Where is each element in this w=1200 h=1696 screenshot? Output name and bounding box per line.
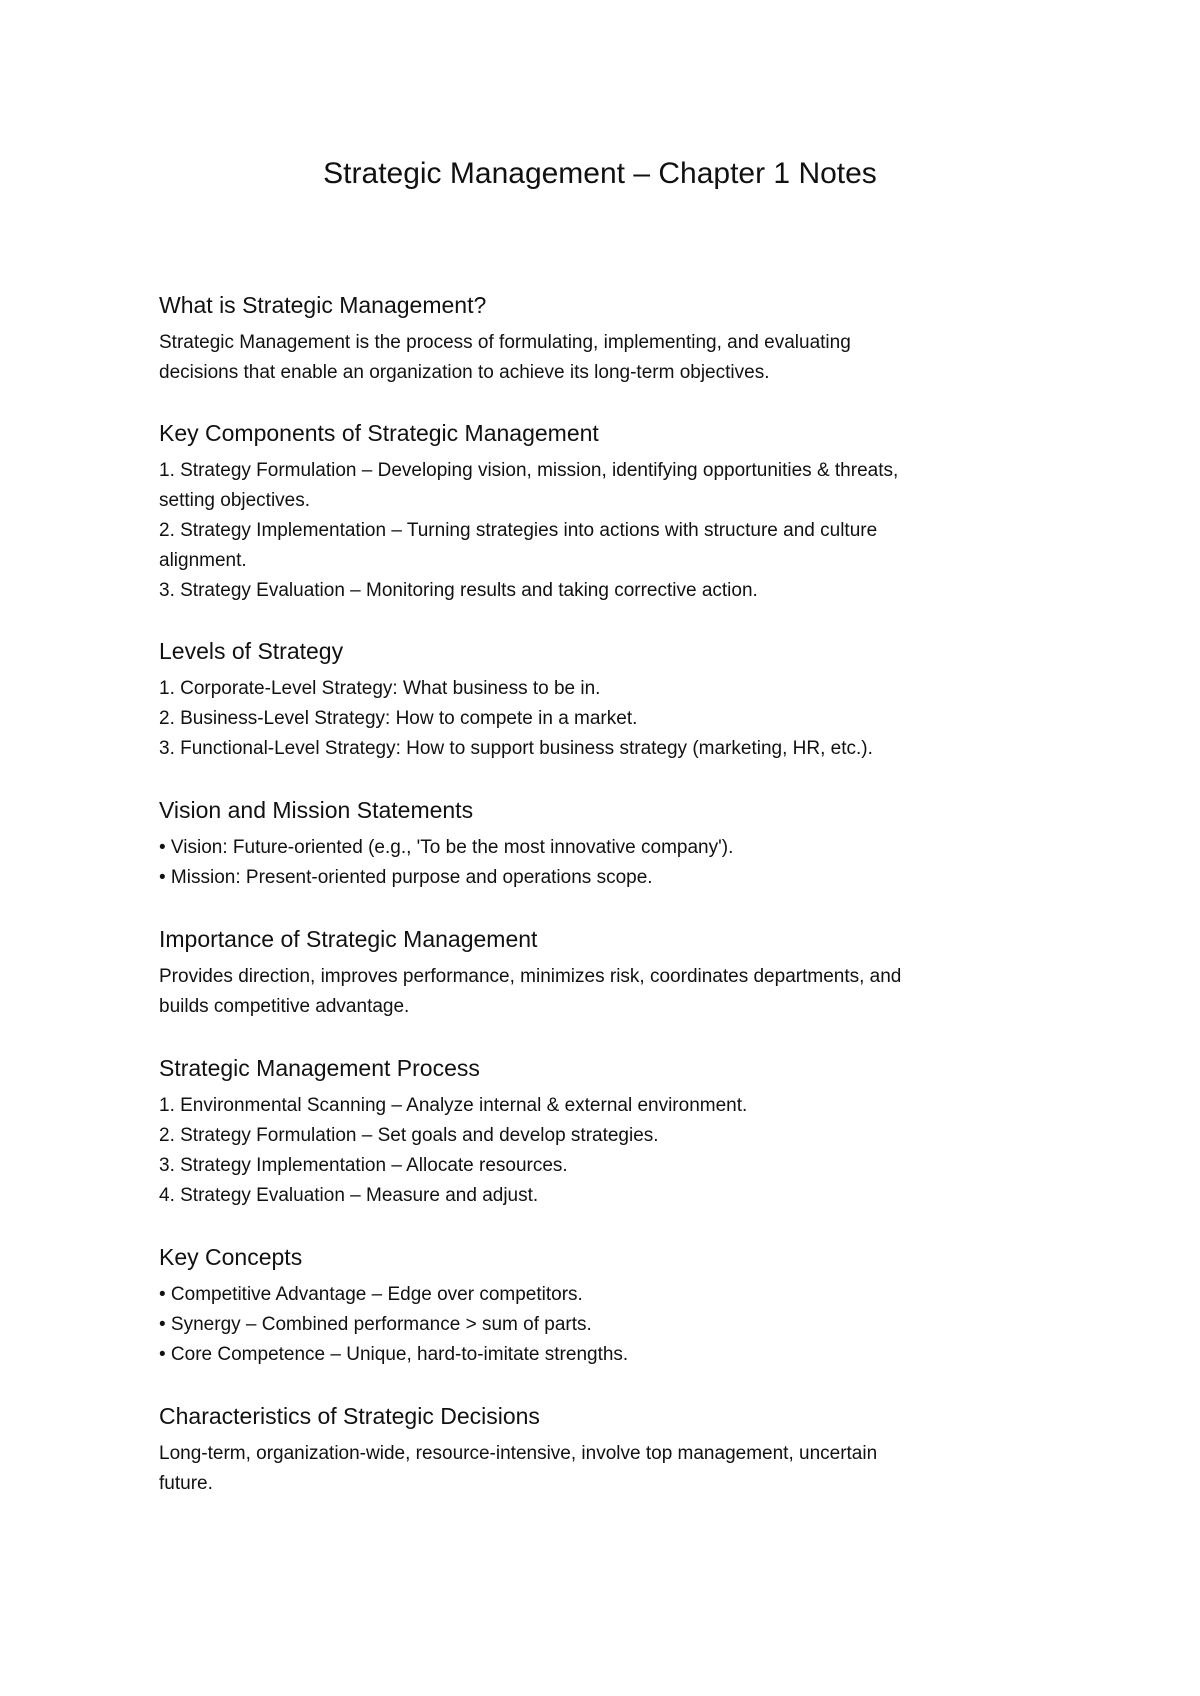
section-heading: Vision and Mission Statements xyxy=(159,797,474,823)
list-item-line: 1. Strategy Formulation – Developing vision, mission, identifying opportunities & threats, xyxy=(159,460,899,481)
section-heading: Characteristics of Strategic Decisions xyxy=(159,1403,540,1429)
section-what-is-strategic-management xyxy=(159,290,1059,388)
paragraph-line: Strategic Management is the process of formulating, implementing, and evaluating xyxy=(159,332,851,353)
section-levels-of-strategy xyxy=(159,636,1059,764)
bullet-item: • Core Competence – Unique, hard-to-imitate strengths. xyxy=(159,1344,629,1365)
section-importance xyxy=(159,924,1059,1022)
section-heading: Key Components of Strategic Management xyxy=(159,420,599,446)
section-heading: Levels of Strategy xyxy=(159,638,344,664)
section-heading: What is Strategic Management? xyxy=(159,292,487,318)
section-process xyxy=(159,1053,1059,1211)
paragraph-line: decisions that enable an organization to achieve its long-term objectives. xyxy=(159,362,770,383)
list-item-line: setting objectives. xyxy=(159,490,311,511)
paragraph-line: Long-term, organization-wide, resource-intensive, involve top management, uncertain xyxy=(159,1443,878,1464)
list-item-line: 1. Corporate-Level Strategy: What business to be in. xyxy=(159,678,601,699)
section-heading: Strategic Management Process xyxy=(159,1055,480,1081)
section-heading: Key Concepts xyxy=(159,1244,303,1270)
document-title: Strategic Management – Chapter 1 Notes xyxy=(323,157,877,190)
list-item-line: 3. Strategy Implementation – Allocate resources. xyxy=(159,1155,568,1176)
paragraph-line: future. xyxy=(159,1473,213,1494)
list-item-line: 2. Strategy Implementation – Turning strategies into actions with structure and culture xyxy=(159,520,878,541)
section-key-components xyxy=(159,418,1059,606)
paragraph-line: Provides direction, improves performance, minimizes risk, coordinates departments, and xyxy=(159,966,902,987)
bullet-item: • Vision: Future-oriented (e.g., 'To be the most innovative company'). xyxy=(159,837,734,858)
bullet-item: • Competitive Advantage – Edge over competitors. xyxy=(159,1284,583,1305)
bullet-item: • Synergy – Combined performance > sum of parts. xyxy=(159,1314,592,1335)
bullet-item: • Mission: Present-oriented purpose and operations scope. xyxy=(159,867,653,888)
list-item-line: 1. Environmental Scanning – Analyze internal & external environment. xyxy=(159,1095,748,1116)
list-item-line: alignment. xyxy=(159,550,247,571)
list-item-line: 3. Strategy Evaluation – Monitoring results and taking corrective action. xyxy=(159,580,758,601)
section-vision-mission xyxy=(159,795,1059,893)
list-item-line: 2. Strategy Formulation – Set goals and develop strategies. xyxy=(159,1125,659,1146)
list-item-line: 3. Functional-Level Strategy: How to support business strategy (marketing, HR, etc.). xyxy=(159,738,873,759)
section-characteristics xyxy=(159,1401,1059,1499)
section-heading: Importance of Strategic Management xyxy=(159,926,538,952)
section-key-concepts xyxy=(159,1242,1059,1370)
paragraph-line: builds competitive advantage. xyxy=(159,996,410,1017)
list-item-line: 2. Business-Level Strategy: How to compete in a market. xyxy=(159,708,638,729)
list-item-line: 4. Strategy Evaluation – Measure and adjust. xyxy=(159,1185,539,1206)
